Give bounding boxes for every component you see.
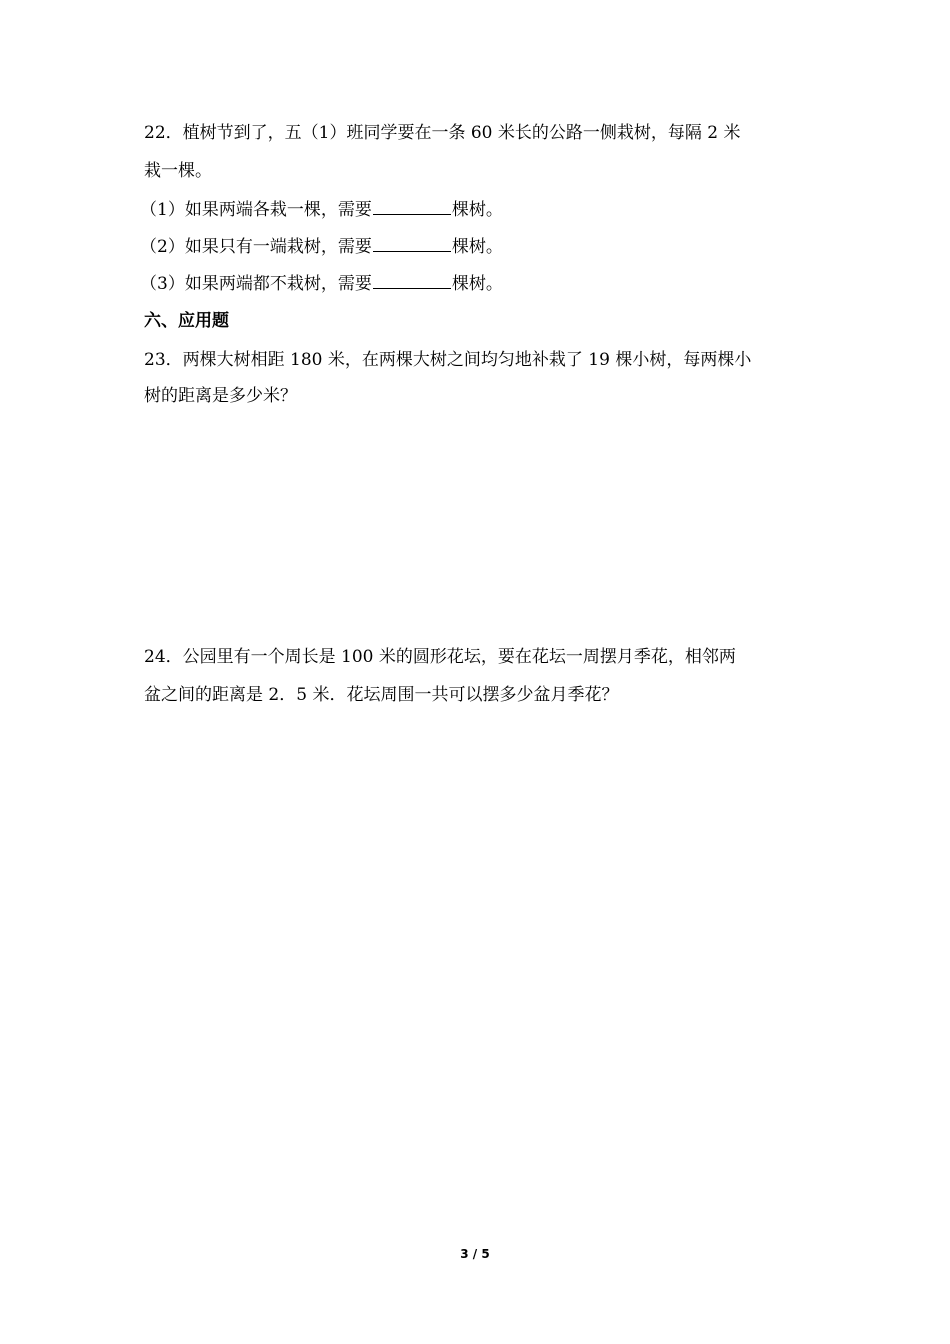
q23-line-1: 23．两棵大树相距 180 米，在两棵大树之间均匀地补栽了 19 棵小树，每两棵小 <box>144 350 752 370</box>
q22-sub-3-unit: 棵树。 <box>451 274 503 294</box>
answer-blank-1[interactable] <box>373 198 451 215</box>
q23-line-2: 树的距离是多少米？ <box>144 386 297 406</box>
answer-blank-3[interactable] <box>373 272 451 289</box>
q22-line-2: 栽一棵。 <box>144 161 212 181</box>
q24-line-2: 盆之间的距离是 2．5 米．花坛周围一共可以摆多少盆月季花？ <box>144 685 619 705</box>
q22-sub-1-text: （1）如果两端各栽一棵，需要 <box>140 200 372 220</box>
q22-sub-3-text: （3）如果两端都不栽树，需要 <box>140 274 372 294</box>
q22-sub-2 <box>140 235 503 258</box>
q22-sub-1 <box>140 198 503 221</box>
q22-line-1: 22．植树节到了，五（1）班同学要在一条 60 米长的公路一侧栽树，每隔 2 米 <box>144 123 741 143</box>
section-title: 六、应用题 <box>144 311 229 331</box>
q22-sub-2-unit: 棵树。 <box>451 237 503 257</box>
q22-sub-2-text: （2）如果只有一端栽树，需要 <box>140 237 372 257</box>
q24-line-1: 24．公园里有一个周长是 100 米的圆形花坛，要在花坛一周摆月季花，相邻两 <box>144 647 736 667</box>
q22-sub-1-unit: 棵树。 <box>451 200 503 220</box>
q22-sub-3 <box>140 272 503 295</box>
answer-blank-2[interactable] <box>373 235 451 252</box>
page-number: 3 / 5 <box>460 1247 490 1261</box>
